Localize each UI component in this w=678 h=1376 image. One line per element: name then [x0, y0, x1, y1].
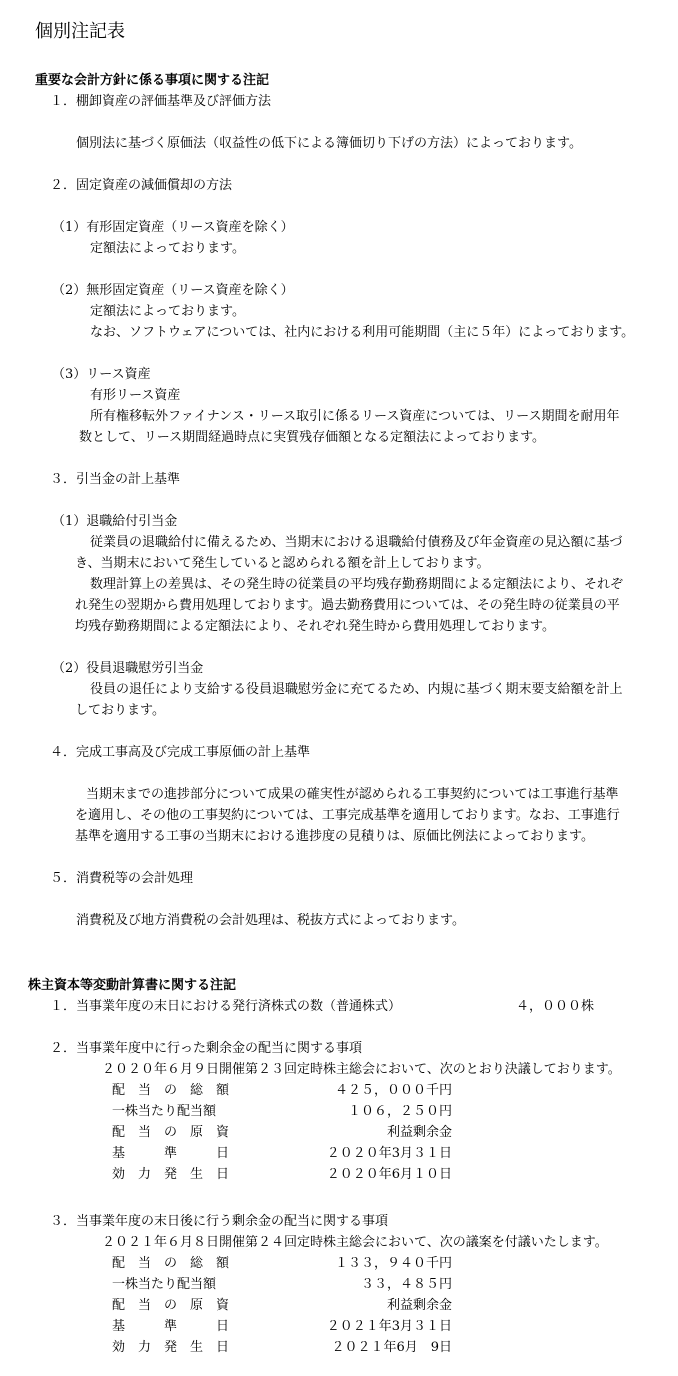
sub-director-retirement-heading: （2）役員退職慰労引当金 [52, 661, 204, 676]
row-value: ２０２１年6月 9日 [331, 1340, 452, 1355]
dividends-planned-heading: ３．当事業年度の末日後に行う剰余金の配当に関する事項 [50, 1214, 389, 1229]
sub-lease-body-2b: 数として、リース期間経過時点に実質残存価額となる定額法によっております。 [79, 430, 546, 445]
row-value: 利益剰余金 [386, 1125, 452, 1140]
item-consumption-tax-heading: ５．消費税等の会計処理 [50, 871, 194, 886]
row-label: 一株当たり配当額 [112, 1277, 217, 1292]
sub-intangible-heading: （2）無形固定資産（リース資産を除く） [52, 283, 294, 298]
sub-intangible-body-2: なお、ソフトウェアについては、社内における利用可能期間（主に５年）によっております。 [90, 325, 635, 340]
dividends-planned-resolution: ２０２１年６月８日開催第２４回定時株主総会において、次の議案を付議いたします。 [102, 1235, 608, 1250]
row-label: 基 準 日 [112, 1319, 230, 1334]
sub-retirement-p2a: 数理計算上の差異は、その発生時の従業員の平均残存勤務期間による定額法により、それぞ [90, 577, 624, 592]
sub-lease-body-1: 有形リース資産 [90, 388, 181, 403]
table-row [112, 1337, 452, 1358]
sub-retirement-p2b: れ発生の翌期から費用処理しております。過去勤務費用については、その発生時の従業員の平 [75, 598, 620, 613]
sub-tangible-heading: （1）有形固定資産（リース資産を除く） [52, 220, 294, 235]
row-value: ４２５，０００千円 [334, 1083, 452, 1098]
item-consumption-tax-body: 消費税及び地方消費税の会計処理は、税抜方式によっております。 [76, 913, 465, 928]
sub-tangible-body: 定額法によっております。 [90, 241, 245, 256]
sub-lease-heading: （3）リース資産 [52, 367, 151, 382]
dividends-paid-resolution: ２０２０年６月９日開催第２３回定時株主総会において、次のとおり決議しております。 [102, 1062, 621, 1077]
sub-retirement-p2c: 均残存勤務期間による定額法により、それぞれ発生時から費用処理しております。 [75, 619, 555, 634]
sub-director-retirement-pa: 役員の退任により支給する役員退職慰労金に充てるため、内規に基づく期末要支給額を計上 [90, 682, 623, 697]
row-value: ２０２０年6月１０日 [326, 1167, 452, 1182]
row-label: 配 当 の 原 資 [112, 1125, 230, 1140]
row-label: 配 当 の 総 額 [112, 1256, 230, 1271]
table-row [112, 1143, 452, 1164]
row-value: ２０２０年3月３１日 [326, 1146, 452, 1161]
row-value: 利益剰余金 [386, 1298, 452, 1313]
sub-director-retirement-pb: しております。 [75, 703, 165, 718]
table-row [112, 1253, 452, 1274]
dividends-planned-table [112, 1253, 452, 1358]
table-row [112, 1295, 452, 1316]
row-value: １３３，９４０千円 [334, 1256, 452, 1271]
sub-retirement-p1a: 従業員の退職給付に備えるため、当期末における退職給付債務及び年金資産の見込額に基づ [90, 535, 623, 550]
section-heading-equity-changes: 株主資本等変動計算書に関する注記 [28, 978, 237, 993]
row-label: 基 準 日 [112, 1146, 230, 1161]
row-label: 配 当 の 原 資 [112, 1298, 230, 1313]
dividends-paid-table [112, 1080, 452, 1185]
item-provisions-heading: ３．引当金の計上基準 [50, 472, 181, 487]
table-row [112, 1122, 452, 1143]
item-depreciation-heading: ２．固定資産の減価償却の方法 [50, 178, 233, 193]
row-value: ２０２１年3月３１日 [326, 1319, 452, 1334]
dividends-paid-heading: ２．当事業年度中に行った剰余金の配当に関する事項 [50, 1041, 363, 1056]
row-value: １０６，２５０円 [347, 1104, 452, 1119]
sub-retirement-p1b: き、当期末において発生していると認められる額を計上しております。 [75, 556, 490, 571]
table-row [112, 1274, 452, 1295]
page-title: 個別注記表 [35, 21, 125, 42]
table-row [112, 1316, 452, 1337]
row-label: 効 力 発 生 日 [112, 1340, 230, 1355]
row-label: 効 力 発 生 日 [112, 1167, 230, 1182]
table-row [112, 1164, 452, 1185]
row-value: ３３，４８５円 [360, 1277, 452, 1292]
table-row [112, 1080, 452, 1101]
section-heading-accounting-policies: 重要な会計方針に係る事項に関する注記 [35, 73, 270, 88]
item-construction-pb: を適用し、その他の工事契約については、工事完成基準を適用しております。なお、工事進行 [75, 808, 620, 823]
row-label: 一株当たり配当額 [112, 1104, 217, 1119]
row-label: 配 当 の 総 額 [112, 1083, 230, 1098]
issued-shares-value: ４，０００株 [516, 999, 595, 1014]
sub-retirement-heading: （1）退職給付引当金 [52, 514, 178, 529]
item-construction-heading: ４．完成工事高及び完成工事原価の計上基準 [50, 745, 311, 760]
item-construction-pa: 当期末までの進捗部分について成果の確実性が認められる工事契約については工事進行基準 [86, 787, 619, 802]
item-inventory-heading: １．棚卸資産の評価基準及び評価方法 [50, 94, 272, 109]
sub-lease-body-2a: 所有権移転外ファイナンス・リース取引に係るリース資産については、リース期間を耐用年 [90, 409, 620, 424]
table-row [112, 1101, 452, 1122]
issued-shares-label: １．当事業年度の末日における発行済株式の数（普通株式） [50, 999, 402, 1014]
item-inventory-body: 個別法に基づく原価法（収益性の低下による簿価切り下げの方法）によっております。 [76, 136, 582, 151]
item-construction-pc: 基準を適用する工事の当期末における進捗度の見積りは、原価比例法によっております。 [75, 829, 594, 844]
sub-intangible-body-1: 定額法によっております。 [90, 304, 245, 319]
